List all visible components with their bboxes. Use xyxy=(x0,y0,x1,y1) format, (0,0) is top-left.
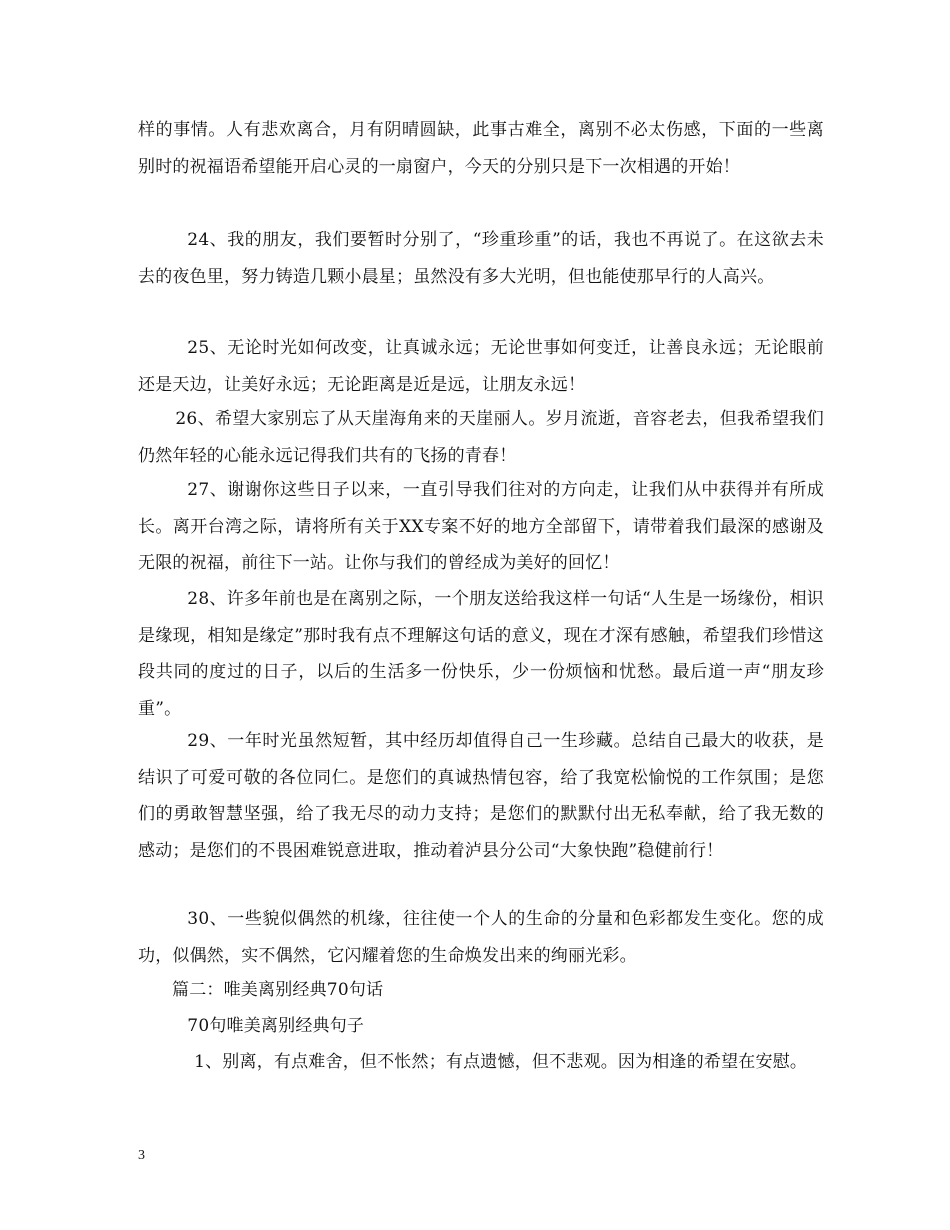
section-subheading: 70句唯美离别经典句子 xyxy=(187,1016,365,1036)
paragraph-1: 1、别离，有点难舍，但不怅然；有点遗憾，但不悲观。因为相逢的希望在安慰。 xyxy=(194,1052,808,1072)
paragraph-29: 29、一年时光虽然短暂，其中经历却值得自己一生珍藏。总结自己最大的收获，是结识了可爱可敬的各位同仁。是您们的真诚热情包容，给了我宽松愉悦的工作氛围；是您们的勇敢智慧坚强，给了我无尽的动力支持；是您们的默默付出无私奉献，给了我无数的感动；是您们的不畏困难锐意进取，推动着泸县分公司“大象快跑”稳健前行！ xyxy=(138,731,824,861)
section-heading: 篇二：唯美离别经典70句话 xyxy=(172,980,384,1000)
paragraph-continuation: 样的事情。人有悲欢离合，月有阴晴圆缺，此事古难全，离别不必太伤感，下面的一些离别时的祝福语希望能开启心灵的一扇窗户，今天的分别只是下一次相遇的开始！ xyxy=(138,120,824,177)
paragraph-26: 26、希望大家别忘了从天崖海角来的天崖丽人。岁月流逝，音容老去，但我希望我们仍然年轻的心能永远记得我们共有的飞扬的青春！ xyxy=(138,409,824,466)
page-number: 3 xyxy=(138,1148,145,1163)
paragraph-28: 28、许多年前也是在离别之际，一个朋友送给我这样一句话“人生是一场缘份，相识是缘现，相知是缘定”那时我有点不理解这句话的意义，现在才深有感触，希望我们珍惜这段共同的度过的日子，以后的生活多一份快乐，少一份烦恼和忧愁。最后道一声“朋友珍重”。 xyxy=(138,589,824,719)
paragraph-25: 25、无论时光如何改变，让真诚永远；无论世事如何变迁，让善良永远；无论眼前还是天边，让美好永远；无论距离是近是远，让朋友永远！ xyxy=(138,338,824,395)
paragraph-24: 24、我的朋友，我们要暂时分别了，“珍重珍重”的话，我也不再说了。在这欲去未去的夜色里，努力铸造几颗小晨星；虽然没有多大光明，但也能使那早行的人高兴。 xyxy=(138,230,824,287)
paragraph-30: 30、一些貌似偶然的机缘，往往使一个人的生命的分量和色彩都发生变化。您的成功，似偶然，实不偶然，它闪耀着您的生命焕发出来的绚丽光彩。 xyxy=(138,909,824,966)
paragraph-27: 27、谢谢你这些日子以来，一直引导我们往对的方向走，让我们从中获得并有所成长。离开台湾之际，请将所有关于XX专案不好的地方全部留下，请带着我们最深的感谢及无限的祝福，前往下一站。让你与我们的曾经成为美好的回忆！ xyxy=(138,480,824,573)
